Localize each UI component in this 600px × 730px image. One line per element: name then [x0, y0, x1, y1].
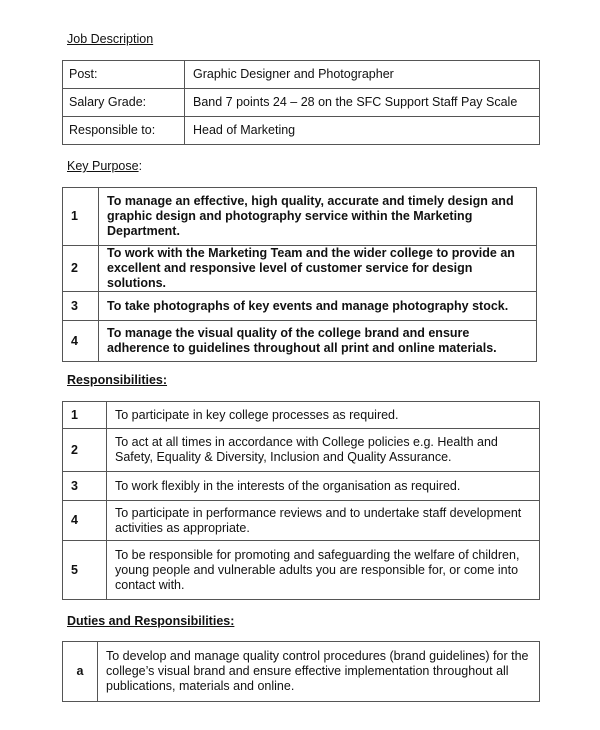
row-number: 2 — [63, 246, 99, 292]
row-number: 4 — [63, 501, 107, 541]
post-label: Post: — [63, 61, 185, 89]
duties-table — [62, 641, 540, 702]
table-row — [63, 89, 540, 117]
row-text: To manage an effective, high quality, accurate and timely design and graphic design and photography service within the Marketing Department. — [99, 188, 537, 246]
responsible-to-value: Head of Marketing — [185, 117, 540, 145]
table-row — [63, 188, 537, 246]
row-number: 2 — [63, 429, 107, 472]
row-text: To develop and manage quality control procedures (brand guidelines) for the college’s visual brand and ensure effective implementation throughout all publications, materials and online. — [98, 642, 540, 702]
responsibilities-table — [62, 401, 540, 600]
row-text: To work flexibly in the interests of the organisation as required. — [107, 472, 540, 501]
job-description-heading — [67, 32, 153, 47]
responsible-to-label: Responsible to: — [63, 117, 185, 145]
table-row — [63, 61, 540, 89]
row-number: 5 — [63, 541, 107, 600]
row-number: 1 — [63, 188, 99, 246]
responsibilities-heading-text: Responsibilities: — [67, 373, 168, 387]
salary-grade-label: Salary Grade: — [63, 89, 185, 117]
table-row — [63, 642, 540, 702]
table-row — [63, 246, 537, 292]
job-description-heading-text: Job Description — [67, 32, 154, 46]
key-purpose-heading — [67, 159, 142, 174]
table-row — [63, 429, 540, 472]
table-row — [63, 541, 540, 600]
row-number: 3 — [63, 292, 99, 321]
row-text: To work with the Marketing Team and the wider college to provide an excellent and responsive level of customer service for design solutions. — [99, 246, 537, 292]
row-text: To take photographs of key events and manage photography stock. — [99, 292, 537, 321]
table-row — [63, 402, 540, 429]
duties-heading-text: Duties and Responsibilities: — [67, 614, 235, 628]
post-value: Graphic Designer and Photographer — [185, 61, 540, 89]
key-purpose-heading-text: Key Purpose — [67, 159, 139, 173]
table-row — [63, 321, 537, 362]
table-row — [63, 472, 540, 501]
row-text: To manage the visual quality of the college brand and ensure adherence to guidelines throughout all print and online materials. — [99, 321, 537, 362]
job-details-table — [62, 60, 540, 145]
salary-grade-value: Band 7 points 24 – 28 on the SFC Support Staff Pay Scale — [185, 89, 540, 117]
key-purpose-table — [62, 187, 537, 362]
duties-heading — [67, 614, 234, 629]
row-text: To participate in key college processes as required. — [107, 402, 540, 429]
row-text: To be responsible for promoting and safeguarding the welfare of children, young people and vulnerable adults you are responsible for, or come into contact with. — [107, 541, 540, 600]
key-purpose-heading-colon: : — [138, 159, 143, 173]
table-row — [63, 117, 540, 145]
row-text: To act at all times in accordance with College policies e.g. Health and Safety, Equality & Diversity, Inclusion and Quality Assurance. — [107, 429, 540, 472]
row-number: 3 — [63, 472, 107, 501]
row-text: To participate in performance reviews and to undertake staff development activities as appropriate. — [107, 501, 540, 541]
table-row — [63, 501, 540, 541]
table-row — [63, 292, 537, 321]
row-number: 4 — [63, 321, 99, 362]
row-letter: a — [63, 642, 98, 702]
row-number: 1 — [63, 402, 107, 429]
responsibilities-heading — [67, 373, 167, 388]
